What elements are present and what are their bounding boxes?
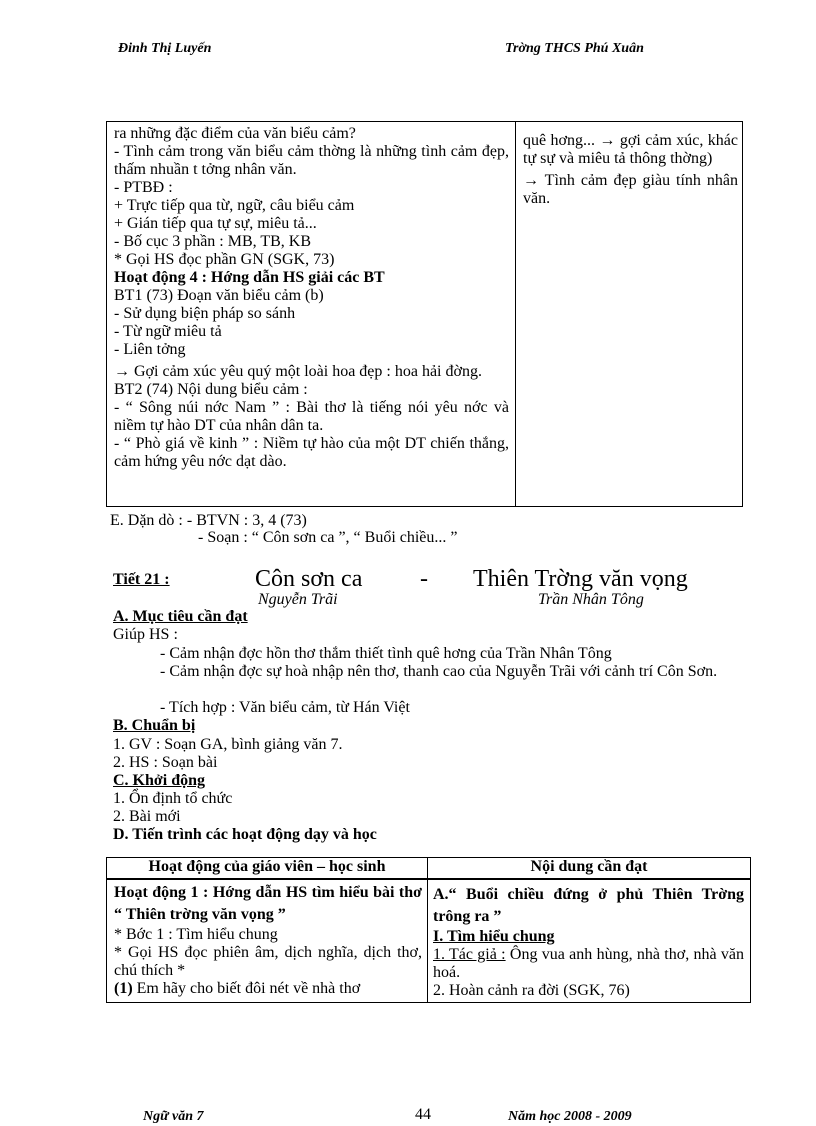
column-header-content: Nội dung cần đạt bbox=[428, 858, 751, 880]
page-number: 44 bbox=[415, 1106, 431, 1123]
author-line bbox=[433, 946, 744, 982]
title-separator: - bbox=[420, 566, 428, 592]
activity-table bbox=[106, 857, 751, 1003]
footer-year: Năm học 2008 - 2009 bbox=[508, 1109, 632, 1124]
lesson-number: Tiết 21 : bbox=[113, 571, 170, 588]
header-author: Đinh Thị Luyến bbox=[118, 41, 212, 56]
subsection-heading: I. Tìm hiểu chung bbox=[433, 928, 555, 945]
question-line bbox=[114, 980, 422, 998]
section-b-heading: B. Chuẩn bị bbox=[113, 717, 196, 734]
content-column-right bbox=[516, 122, 743, 507]
text-line: - Bố cục 3 phần : MB, TB, KB bbox=[114, 233, 312, 250]
text-line: + Gián tiếp qua tự sự, miêu tả... bbox=[114, 215, 317, 232]
question-text: Em hãy cho biết đôi nét về nhà thơ bbox=[136, 980, 361, 997]
text-line: ra những đặc điểm của văn biểu cảm? bbox=[114, 125, 356, 142]
author-text: Ông vua anh hùng, nhà thơ, nhà văn hoá. bbox=[433, 946, 745, 981]
text-line: - Liên tởng bbox=[114, 341, 186, 358]
author-label: 1. Tác giả : bbox=[433, 946, 506, 963]
objective-item: - Tích hợp : Văn biểu cảm, từ Hán Việt bbox=[160, 699, 410, 716]
text-line: 2. Hoàn cảnh ra đời (SGK, 76) bbox=[433, 982, 630, 999]
text-line: - Từ ngữ miêu tả bbox=[114, 323, 222, 340]
poem-section-title: A.“ Buổi chiều đứng ở phủ Thiên Trờng trông ra ” bbox=[433, 886, 744, 925]
text-line: + Trực tiếp qua từ, ngữ, câu biểu cảm bbox=[114, 197, 355, 214]
footer-subject: Ngữ văn 7 bbox=[143, 1109, 204, 1124]
text-line: * Bớc 1 : Tìm hiểu chung bbox=[114, 926, 278, 943]
section-c-heading: C. Khởi động bbox=[113, 772, 205, 789]
question-number: (1) bbox=[114, 980, 133, 997]
start-item: 2. Bài mới bbox=[113, 808, 181, 825]
column-header-teacher: Hoạt động của giáo viên – học sinh bbox=[107, 858, 428, 880]
prep-item: 1. GV : Soạn GA, bình giảng văn 7. bbox=[113, 736, 343, 753]
text-line: BT2 (74) Nội dung biểu cảm : bbox=[114, 381, 308, 398]
activity-column-left bbox=[107, 122, 516, 507]
text-line: BT1 (73) Đoạn văn biểu cảm (b) bbox=[114, 287, 324, 304]
poem-author-1: Nguyễn Trãi bbox=[258, 591, 338, 608]
content-column-right bbox=[428, 879, 751, 1003]
section-a-heading: A. Mục tiêu cần đạt bbox=[113, 608, 248, 625]
poem-author-2: Trần Nhân Tông bbox=[538, 591, 644, 608]
homework-line-2: - Soạn : “ Côn sơn ca ”, “ Buổi chiều... ” bbox=[198, 529, 458, 546]
objective-item: - Cảm nhận đợc hồn thơ thắm thiết tình quê hơng của Trần Nhân Tông bbox=[160, 645, 612, 662]
activity-table-continued bbox=[106, 121, 743, 507]
header-school: Trờng THCS Phú Xuân bbox=[505, 41, 644, 56]
activity-column-left bbox=[107, 879, 428, 1003]
text-line: - Sử dụng biện pháp so sánh bbox=[114, 305, 296, 322]
text-line: - Tình cảm trong văn biểu cảm thờng là những tình cảm đẹp, thấm nhuần t tởng nhân văn. bbox=[114, 143, 509, 178]
text-paragraph: → Tình cảm đẹp giàu tính nhân văn. bbox=[523, 172, 738, 207]
section-d-heading: D. Tiến trình các hoạt động dạy và học bbox=[113, 826, 377, 843]
text-line: - “ Phò giá về kinh ” : Niềm tự hào của một DT chiến thắng, cảm hứng yêu nớc dạt dào. bbox=[114, 435, 509, 470]
objectives-intro: Giúp HS : bbox=[113, 626, 178, 643]
activity-1-heading: Hoạt động 1 : Hớng dẫn HS tìm hiểu bài thơ “ Thiên trờng văn vọng ” bbox=[114, 884, 422, 923]
text-line: * Gọi HS đọc phiên âm, dịch nghĩa, dịch thơ, chú thích * bbox=[114, 944, 422, 979]
homework-line-1: E. Dặn dò : - BTVN : 3, 4 (73) bbox=[110, 512, 307, 529]
text-line: - PTBĐ : bbox=[114, 179, 173, 196]
text-paragraph: quê hơng... → gợi cảm xúc, khác tự sự và miêu tả thông thờng) bbox=[523, 132, 738, 167]
activity-4-heading: Hoạt động 4 : Hớng dẫn HS giải các BT bbox=[114, 269, 385, 286]
text-line: → Gợi cảm xúc yêu quý một loài hoa đẹp : hoa hải đờng. bbox=[114, 363, 482, 380]
text-line: - “ Sông núi nớc Nam ” : Bài thơ là tiếng nói yêu nớc và niềm tự hào DT của nhân dân ta. bbox=[114, 399, 509, 434]
poem-title-1: Côn sơn ca bbox=[255, 566, 363, 592]
text-line: * Gọi HS đọc phần GN (SGK, 73) bbox=[114, 251, 335, 268]
prep-item: 2. HS : Soạn bài bbox=[113, 754, 218, 771]
poem-title-2: Thiên Trờng văn vọng bbox=[473, 566, 688, 592]
objective-item: - Cảm nhận đợc sự hoà nhập nên thơ, thanh cao của Nguyễn Trãi với cảnh trí Côn Sơn. bbox=[160, 663, 718, 680]
start-item: 1. Ổn định tổ chức bbox=[113, 790, 233, 807]
